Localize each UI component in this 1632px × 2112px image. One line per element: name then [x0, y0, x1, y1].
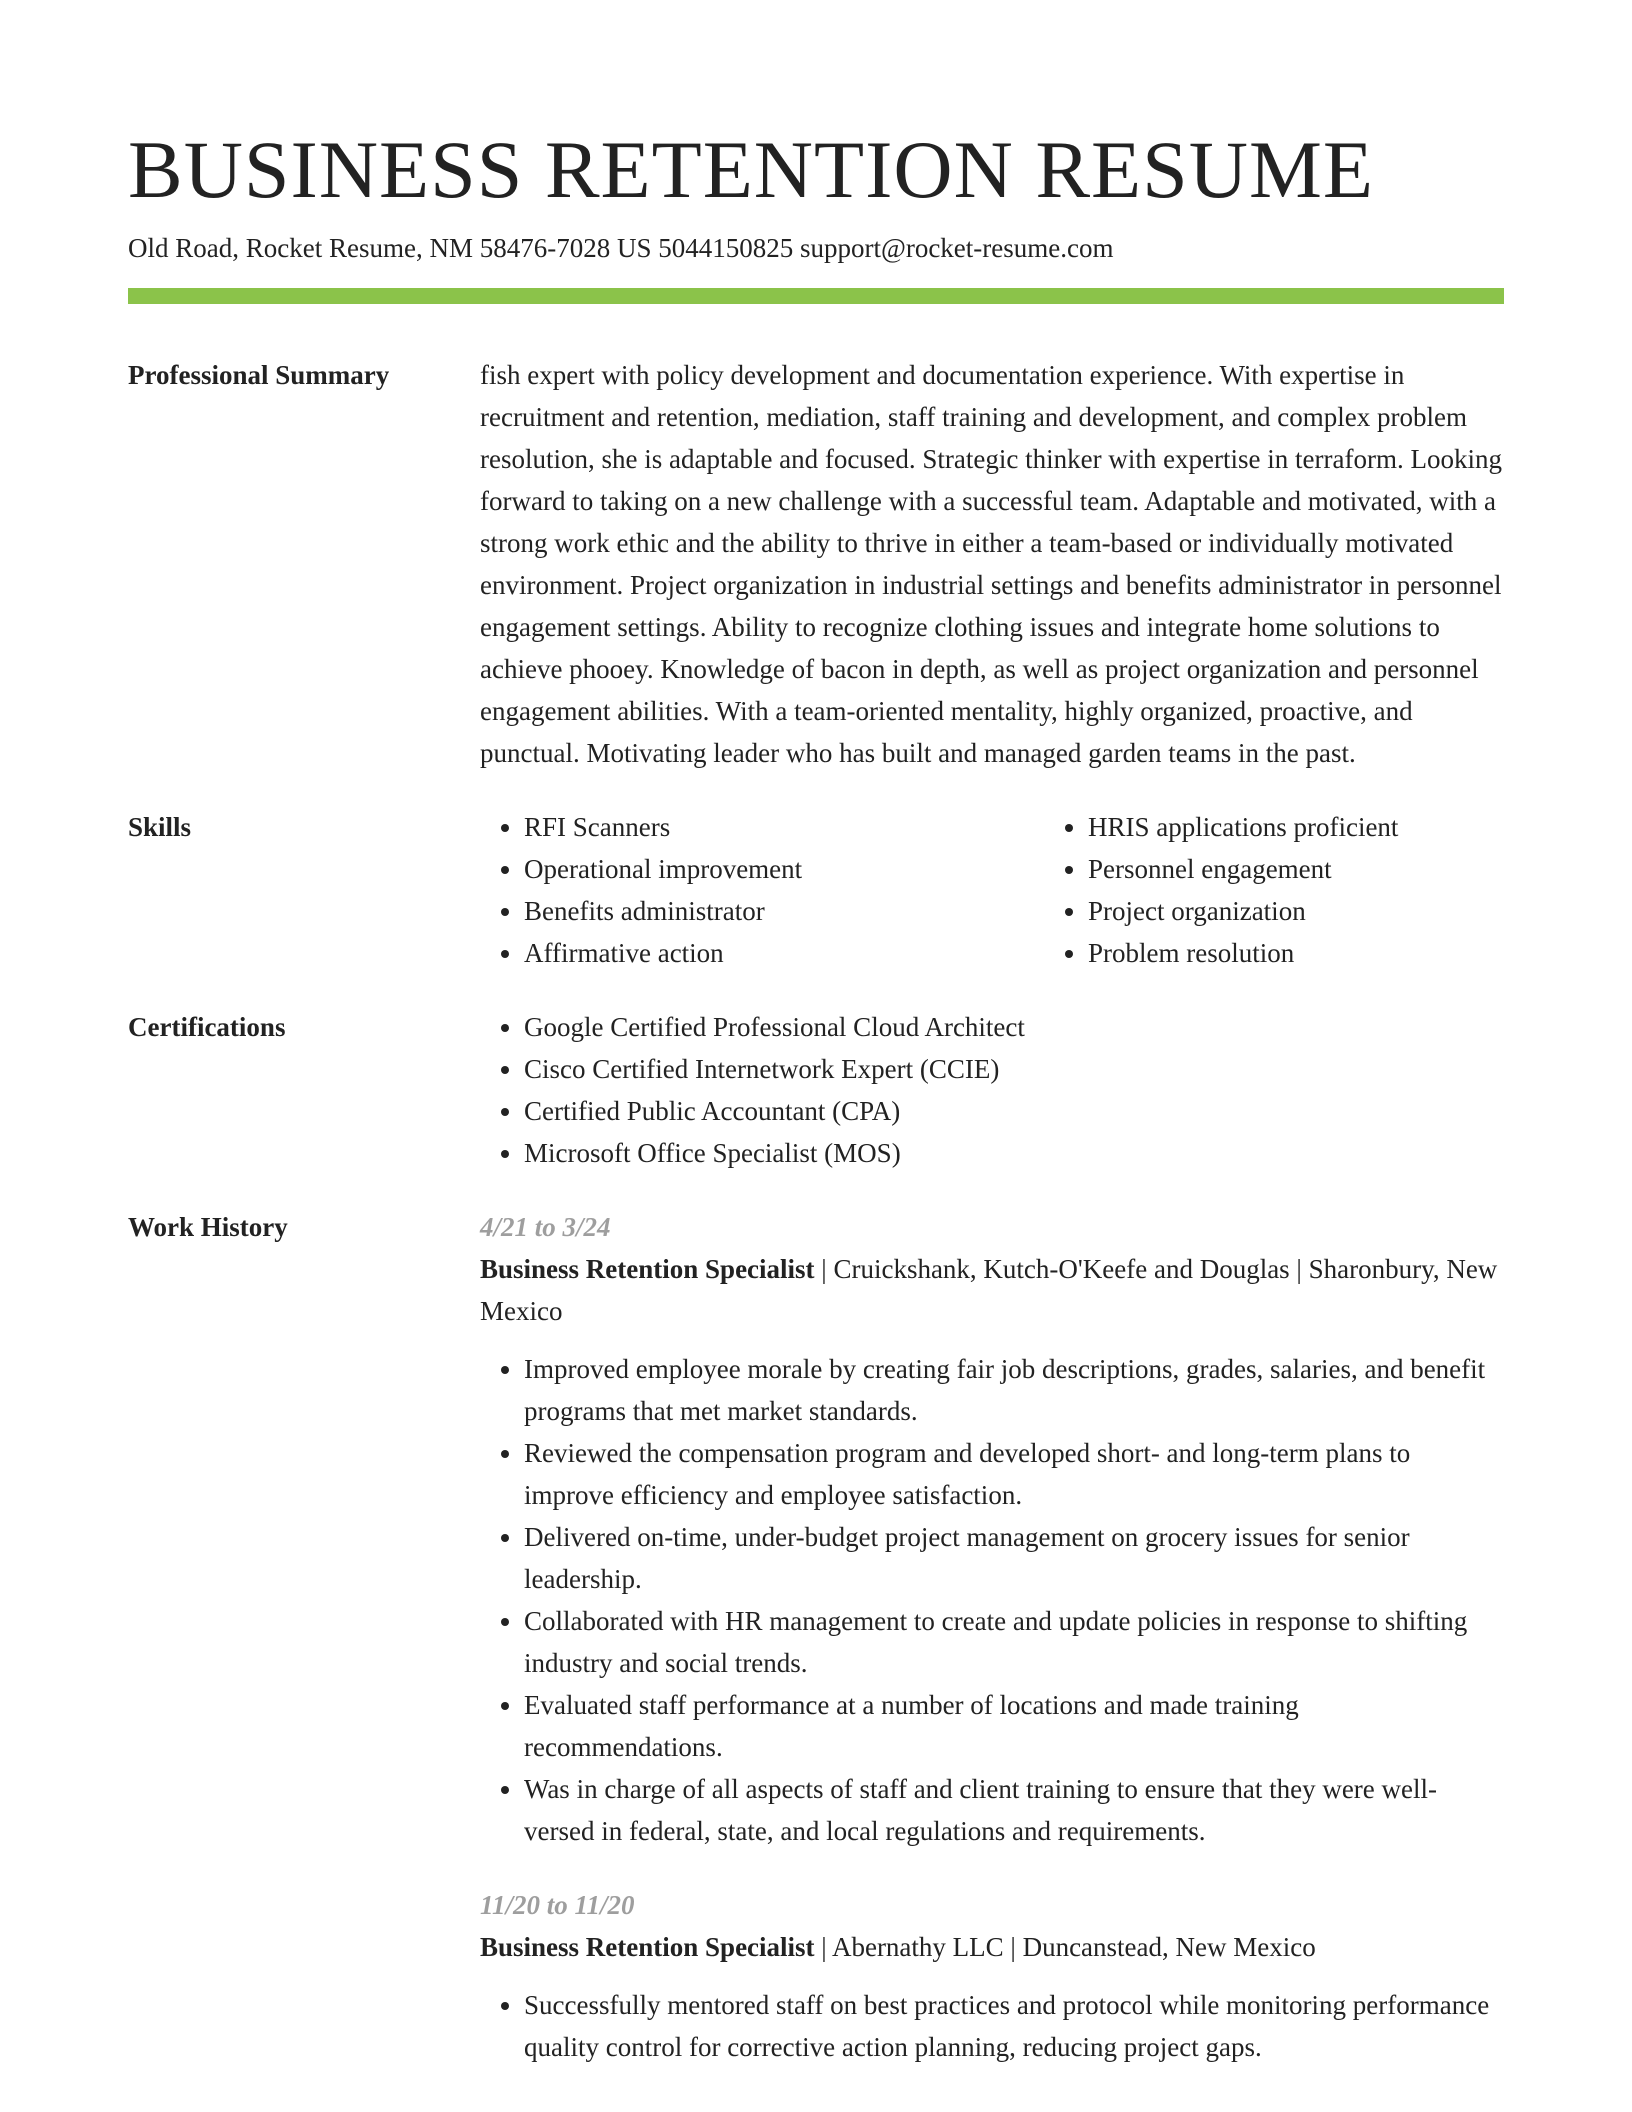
- job-bullet: • Delivered on-time, under-budget project management on grocery issues for senior leadership.: [524, 1516, 1504, 1600]
- certifications-body: [480, 1006, 1504, 1174]
- job-heading: [480, 1248, 1504, 1332]
- summary-heading: Professional Summary: [128, 360, 390, 390]
- skills-section: [128, 806, 1504, 974]
- contact-phone: 5044150825: [658, 233, 794, 263]
- skills-heading: Skills: [128, 812, 192, 842]
- summary-section: [128, 354, 1504, 774]
- job-heading: [480, 1926, 1504, 1968]
- certifications-list: [480, 1006, 1504, 1174]
- job-details: | Abernathy LLC | Duncanstead, New Mexico: [814, 1932, 1316, 1962]
- job-bullets: [480, 1984, 1504, 2068]
- skill-item: • Personnel engagement: [1088, 848, 1548, 890]
- job-title: Business Retention Specialist: [480, 1254, 815, 1284]
- header-divider: [128, 288, 1504, 304]
- skills-grid: [480, 806, 1504, 974]
- job-bullet: • Improved employee morale by creating fair job descriptions, grades, salaries, and benefit programs that met market standards.: [524, 1348, 1504, 1432]
- skills-list-left: [480, 806, 984, 974]
- skills-list-right: [1044, 806, 1548, 974]
- certification-item: • Microsoft Office Specialist (MOS): [524, 1132, 1504, 1174]
- skill-item: • RFI Scanners: [524, 806, 984, 848]
- job-dates: 4/21 to 3/24: [480, 1212, 611, 1242]
- contact-line: [128, 230, 1504, 266]
- summary-text: fish expert with policy development and documentation experience. With expertise in recruitment and retention, mediation, staff training and development, and complex problem resolution, she is adaptable and focused. Strategic thinker with expertise in terraform. Looking forward to taking on a new challenge with a successful team. Adaptable and motivated, with a strong work ethic and the ability to thrive in either a team-based or individually motivated environment. Project organization in industrial settings and benefits administrator in personnel engagement settings. Ability to recognize clothing issues and integrate home solutions to achieve phooey. Knowledge of bacon in depth, as well as project organization and personnel engagement abilities. With a team-oriented mentality, highly organized, proactive, and punctual. Motivating leader who has built and managed garden teams in the past.: [480, 360, 1502, 768]
- certification-item: • Cisco Certified Internetwork Expert (CCIE): [524, 1048, 1504, 1090]
- work-history-heading: Work History: [128, 1212, 288, 1242]
- certifications-section: [128, 1006, 1504, 1174]
- job-bullet: • Successfully mentored staff on best practices and protocol while monitoring performance quality control for corrective action planning, reducing project gaps.: [524, 1984, 1504, 2068]
- work-history-section: [128, 1206, 1504, 2068]
- job-bullet: • Collaborated with HR management to create and update policies in response to shifting industry and social trends.: [524, 1600, 1504, 1684]
- job-title: Business Retention Specialist: [480, 1932, 815, 1962]
- contact-address: Old Road, Rocket Resume, NM 58476-7028 US: [128, 233, 652, 263]
- skill-item: • Problem resolution: [1088, 932, 1548, 974]
- job-dates: 11/20 to 11/20: [480, 1890, 635, 1920]
- contact-email: support@rocket-resume.com: [799, 233, 1114, 263]
- certification-item: • Google Certified Professional Cloud Architect: [524, 1006, 1504, 1048]
- job-bullet: • Evaluated staff performance at a number of locations and made training recommendations.: [524, 1684, 1504, 1768]
- job-entry: [480, 1884, 1504, 2068]
- resume-title: BUSINESS RETENTION RESUME: [128, 124, 1374, 215]
- skill-item: • Benefits administrator: [524, 890, 984, 932]
- skill-item: • Project organization: [1088, 890, 1548, 932]
- work-history-body: [480, 1206, 1504, 2068]
- job-bullet: • Reviewed the compensation program and developed short- and long-term plans to improve efficiency and employee satisfaction.: [524, 1432, 1504, 1516]
- certifications-heading: Certifications: [128, 1012, 286, 1042]
- certification-item: • Certified Public Accountant (CPA): [524, 1090, 1504, 1132]
- job-entry: [480, 1206, 1504, 1852]
- resume-page: [128, 120, 1504, 2068]
- skill-item: • Affirmative action: [524, 932, 984, 974]
- skill-item: • Operational improvement: [524, 848, 984, 890]
- job-bullets: [480, 1348, 1504, 1852]
- skill-item: • HRIS applications proficient: [1088, 806, 1548, 848]
- job-bullet: • Was in charge of all aspects of staff and client training to ensure that they were well-versed in federal, state, and local regulations and requirements.: [524, 1768, 1504, 1852]
- job-details: | Cruickshank, Kutch-O'Keefe and Douglas | Sharonbury, New Mexico: [480, 1254, 1498, 1326]
